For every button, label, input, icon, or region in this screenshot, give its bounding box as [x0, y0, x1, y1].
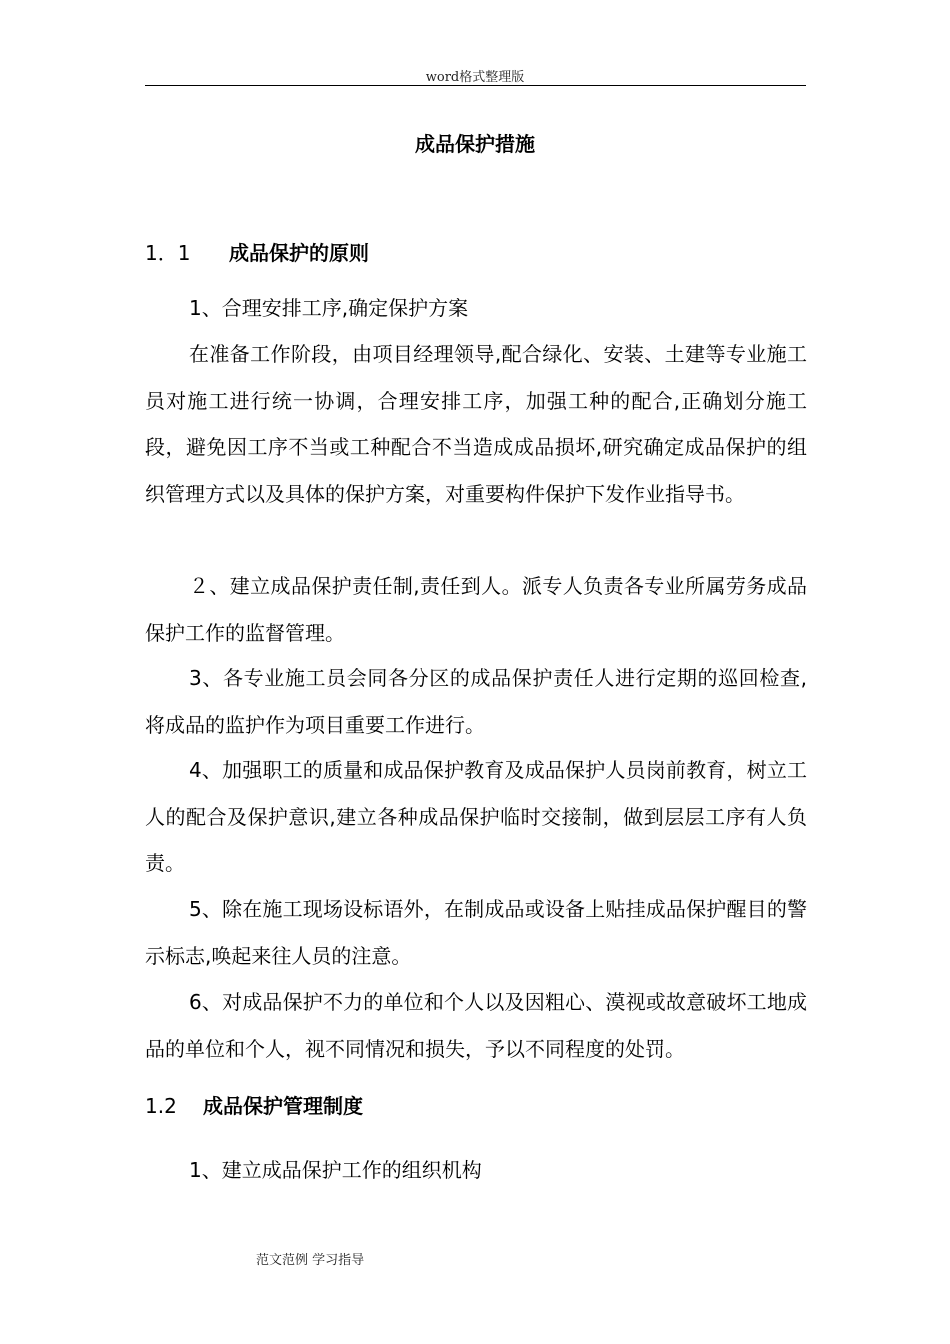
- section-title: 成品保护的原则: [229, 241, 369, 265]
- section-title: 成品保护管理制度: [203, 1094, 363, 1118]
- paragraph-s2-item1: 1、建立成品保护工作的组织机构: [189, 1158, 482, 1182]
- paragraph-item5: 5、除在施工现场设标语外，在制成品或设备上贴挂成品保护醒目的警示标志,唤起来往人员的注意。: [145, 897, 807, 968]
- header-rule: [145, 85, 806, 86]
- paragraph-item4: 4、加强职工的质量和成品保护教育及成品保护人员岗前教育，树立工人的配合及保护意识,建立各种成品保护临时交接制，做到层层工序有人负责。: [145, 758, 807, 875]
- section-number: 1．1: [145, 241, 191, 265]
- section-heading-1-1: [145, 237, 369, 266]
- paragraph-item3: 3、各专业施工员会同各分区的成品保护责任人进行定期的巡回检查,将成品的监护作为项目重要工作进行。: [145, 666, 807, 737]
- section-number: 1.2: [145, 1094, 177, 1118]
- paragraph-item2: ２、建立成品保护责任制,责任到人。派专人负责各专业所属劳务成品保护工作的监督管理。: [145, 574, 807, 645]
- paragraph-item1-heading: 1、合理安排工序,确定保护方案: [189, 296, 469, 320]
- section-heading-1-2: [145, 1090, 363, 1119]
- page-header: word格式整理版: [425, 70, 525, 85]
- document-title: 成品保护措施: [415, 132, 535, 156]
- paragraph-item1-body: 在准备工作阶段，由项目经理领导,配合绿化、安装、土建等专业施工员对施工进行统一协调，合理安排工序，加强工种的配合,正确划分施工段，避免因工序不当或工种配合不当造成成品损坏,研究确定成品保护的组织管理方式以及具体的保护方案，对重要构件保护下发作业指导书。: [145, 342, 807, 506]
- paragraph-item6: 6、对成品保护不力的单位和个人以及因粗心、漠视或故意破坏工地成品的单位和个人，视不同情况和损失，予以不同程度的处罚。: [145, 990, 807, 1061]
- page-footer: 范文范例 学习指导: [256, 1253, 365, 1268]
